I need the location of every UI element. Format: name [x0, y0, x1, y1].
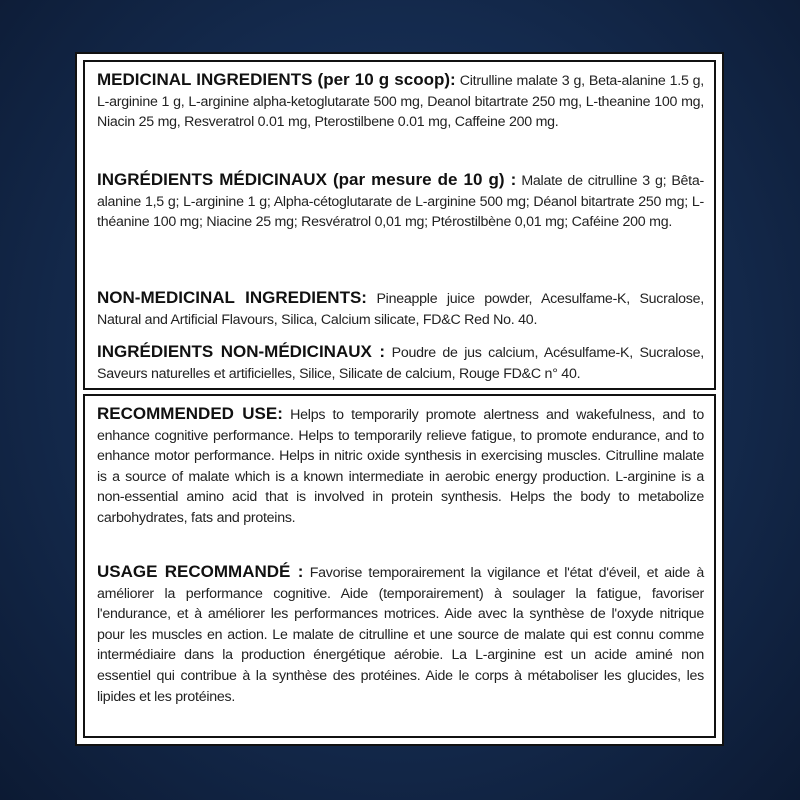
medicinal-ingredients-en-heading: MEDICINAL INGREDIENTS (per 10 g scoop):	[97, 70, 456, 89]
nonmedicinal-ingredients-en-text: Pineapple juice powder, Acesulfame-K, Sucralose, Natural and Artificial Flavours, Silica, Calcium silicate, FD&C Red No. 40.	[97, 291, 704, 328]
medicinal-ingredients-fr	[97, 170, 704, 233]
medicinal-ingredients-fr-text: Malate de citrulline 3 g; Bêta-alanine 1,5 g; L-arginine 1 g; Alpha-cétoglutarate de L-arginine 500 mg; Déanol bitartrate 250 mg; L-théanine 100 mg; Niacine 25 mg; Resvératrol 0,01 mg; Ptérostilbène 0,01 mg; Caféine 200 mg.	[97, 173, 704, 231]
nonmedicinal-ingredients-en	[97, 288, 704, 330]
recommended-use-fr-text: Favorise temporairement la vigilance et l'état d'éveil, et aide à améliorer la performance cognitive. Aide (temporairement) à soulager la fatigue, favoriser l'endurance, et à améliorer les performances motrices. Aide avec la synthèse de l'oxyde nitrique pour les muscles en action. Le malate de citrulline et une source de malate qui est connu comme intermédiaire dans la production énergétique aérobie. La L-arginine est un acide aminé non essentiel qui contribue à la synthèse des protéines. Aide le corps à métaboliser les glucides, les lipides et les protéines.	[97, 565, 705, 705]
usage-panel	[83, 394, 716, 738]
recommended-use-en-heading: RECOMMENDED USE:	[97, 404, 283, 423]
medicinal-ingredients-en-text: Citrulline malate 3 g, Beta-alanine 1.5 g, L-arginine 1 g, L-arginine alpha-ketoglutarate 500 mg, Deanol bitartrate 250 mg, L-theanine 100 mg, Niacin 25 mg, Resveratrol 0.01 mg, Pterostilbene 0.01 mg, Caffeine 200 mg.	[97, 73, 705, 131]
ingredients-panel	[83, 60, 716, 390]
nonmedicinal-ingredients-fr	[97, 342, 704, 384]
nonmedicinal-ingredients-fr-text: Poudre de jus calcium, Acésulfame-K, Sucralose, Saveurs naturelles et artificielles, Silice, Silicate de calcium, Rouge FD&C n° 40.	[97, 345, 704, 382]
recommended-use-fr-heading: USAGE RECOMMANDÉ :	[97, 562, 304, 581]
nonmedicinal-ingredients-fr-heading: INGRÉDIENTS NON-MÉDICINAUX :	[97, 342, 386, 361]
recommended-use-fr	[97, 562, 704, 707]
recommended-use-en	[97, 404, 704, 529]
medicinal-ingredients-fr-heading: INGRÉDIENTS MÉDICINAUX (par mesure de 10 g) :	[97, 170, 517, 189]
supplement-label	[75, 52, 724, 746]
medicinal-ingredients-en	[97, 70, 704, 133]
nonmedicinal-ingredients-en-heading: NON-MEDICINAL INGREDIENTS:	[97, 288, 367, 307]
recommended-use-en-text: Helps to temporarily promote alertness and wakefulness, and to enhance cognitive performance. Helps to temporarily relieve fatigue, to promote endurance, and to enhance motor performance. Helps in nitric oxide synthesis in exercising muscles. Citrulline malate is a source of malate which is a known intermediate in aerobic energy production. L-arginine is a non-essential amino acid that is involved in protein synthesis. Helps the body to metabolize carbohydrates, fats and proteins.	[97, 407, 704, 526]
